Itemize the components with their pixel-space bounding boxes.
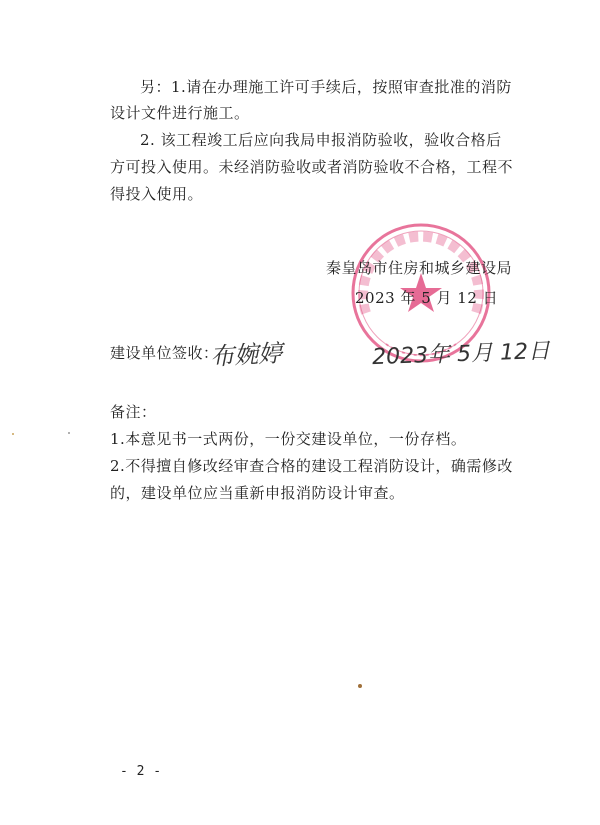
scan-speck	[68, 432, 70, 434]
issuer-name: 秦皇岛市住房和城乡建设局	[326, 259, 513, 277]
handwritten-signature: 布婉婷	[209, 339, 283, 371]
remark-item-1: 1.本意见书一式两份，一份交建设单位，一份存档。	[110, 430, 467, 448]
remark-item-2-line-1: 2.不得擅自修改经审查合格的建设工程消防设计，确需修改	[110, 457, 513, 475]
note-line-1: 另：1.请在办理施工许可手续后，按照审查批准的消防	[140, 78, 512, 96]
scan-speck	[358, 684, 362, 688]
page-number: - 2 -	[120, 764, 162, 779]
note-line-4: 方可投入使用。未经消防验收或者消防验收不合格，工程不	[110, 158, 514, 176]
note-line-3: 2. 该工程竣工后应向我局申报消防验收，验收合格后	[140, 131, 502, 149]
note-line-5: 得投入使用。	[110, 185, 204, 203]
scan-speck	[12, 433, 14, 435]
note-line-2: 设计文件进行施工。	[110, 104, 250, 122]
handwritten-signoff-date: 2023年 5月 12日	[371, 338, 551, 371]
issue-date: 2023 年 5 月 12 日	[355, 289, 499, 307]
remark-item-2-line-2: 的，建设单位应当重新申报消防设计审查。	[110, 484, 405, 502]
signoff-label: 建设单位签收：	[110, 344, 219, 362]
remarks-title: 备注：	[110, 403, 157, 421]
